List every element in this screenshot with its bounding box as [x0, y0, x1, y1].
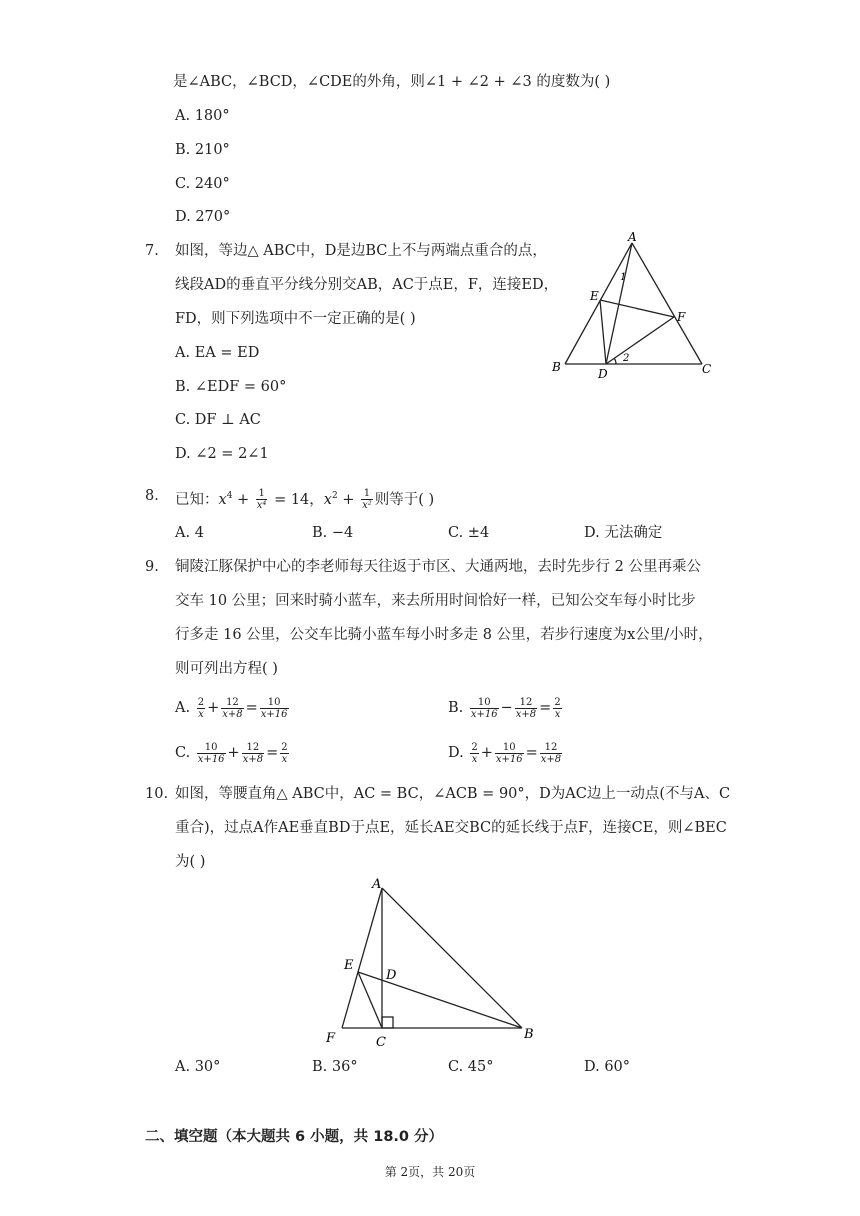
q9-d-frac-2-den: x+16 — [495, 753, 523, 765]
q9-a-frac-1-den: x — [198, 708, 204, 720]
q8-stem — [175, 483, 434, 513]
q9-a-frac-3 — [260, 697, 289, 720]
q10-segment-ec — [358, 972, 382, 1028]
q10-line-1: 如图，等腰直角△ ABC中，AC = BC，∠ACB = 90°，D为AC边上一动点(不与A、C — [175, 786, 731, 802]
q9-option-a-label: A. — [175, 700, 191, 716]
q10-option-c: C. 45° — [448, 1059, 494, 1075]
q8-option-c: C. ±4 — [448, 525, 490, 541]
q6-option-b: B. 210° — [175, 142, 230, 158]
q9-a-frac-1-num: 2 — [197, 696, 205, 708]
q9-d-frac-3 — [540, 742, 562, 765]
q9-d-op-1: + — [480, 745, 493, 761]
q9-b-op-2: = — [539, 700, 552, 716]
q7-label-d: D — [598, 367, 608, 380]
q9-c-op-2: = — [266, 745, 279, 761]
q9-c-frac-1 — [197, 742, 226, 765]
q10-option-a: A. 30° — [175, 1059, 221, 1075]
q8-frac-2 — [361, 488, 373, 511]
q7-option-c: C. DF ⊥ AC — [175, 412, 261, 428]
q7-line-2: 线段AD的垂直平分线分别交AB，AC于点E，F，连接ED， — [175, 277, 559, 293]
q8-equals: = 14， — [274, 491, 324, 508]
q9-line-3: 行多走 16 公里，公交车比骑小蓝车每小时多走 8 公里，若步行速度为x公里/小时， — [175, 627, 713, 643]
q9-b-frac-2-den: x+8 — [515, 708, 537, 720]
q9-d-frac-1-num: 2 — [471, 741, 478, 753]
q9-option-d — [448, 739, 564, 767]
q9-a-frac-3-num: 10 — [260, 697, 289, 709]
q9-c-op-1: + — [227, 745, 240, 761]
q9-b-frac-1-den: x+16 — [470, 708, 498, 720]
q8-x: x — [218, 491, 227, 508]
q7-label-f: F — [677, 310, 686, 324]
q7-segment-ef — [600, 300, 674, 317]
section-title-fill-in: 二、填空题（本大题共 6 小题，共 18.0 分） — [145, 1129, 444, 1145]
q7-figure — [550, 228, 720, 380]
q9-b-frac-3-num: 2 — [554, 696, 561, 708]
q8-suffix: 则等于( ) — [374, 491, 435, 508]
q9-a-frac-2 — [221, 697, 243, 720]
q6-option-c: C. 240° — [175, 176, 230, 192]
q6-option-a: A. 180° — [175, 108, 230, 124]
q9-c-frac-2-den: x+8 — [242, 753, 264, 765]
q7-label-e: E — [590, 289, 599, 303]
q7-label-c: C — [702, 362, 712, 376]
q9-d-frac-3-num: 12 — [540, 742, 562, 754]
q10-figure — [320, 872, 550, 1052]
q7-option-d: D. ∠2 = 2∠1 — [175, 446, 269, 462]
q10-option-d: D. 60° — [584, 1059, 631, 1075]
q10-number: 10. — [145, 786, 169, 802]
q7-label-b: B — [552, 360, 561, 374]
q8-frac-2-num: 1 — [361, 488, 373, 500]
q9-line-1: 铜陵江豚保护中心的李老师每天往返于市区、大通两地，去时先步行 2 公里再乘公 — [175, 559, 701, 575]
q7-option-b: B. ∠EDF = 60° — [175, 379, 287, 395]
q6-option-d: D. 270° — [175, 209, 231, 225]
q9-c-frac-3 — [280, 742, 288, 765]
q9-b-frac-2-num: 12 — [515, 697, 537, 709]
q8-frac-1 — [256, 488, 268, 511]
q8-number: 8. — [145, 488, 159, 504]
q9-a-frac-2-den: x+8 — [222, 708, 243, 720]
q8-exp4: 4 — [226, 491, 233, 501]
q8-option-b: B. −4 — [312, 525, 354, 541]
q8-option-d: D. 无法确定 — [584, 525, 663, 541]
q9-option-d-label: D. — [448, 745, 464, 761]
q7-angle-2-label: 2 — [623, 353, 630, 364]
q8-frac-1-num: 1 — [256, 488, 268, 500]
q9-b-frac-1 — [470, 697, 499, 720]
q10-line-2: 重合)，过点A作AE垂直BD于点E，延长AE交BC的延长线于点F，连接CE，则∠BEC — [175, 820, 727, 836]
q9-option-b-label: B. — [448, 700, 464, 716]
q9-option-c-label: C. — [175, 745, 191, 761]
q10-label-b: B — [524, 1027, 534, 1042]
q9-a-frac-3-den: x+16 — [260, 708, 288, 720]
q9-d-frac-2 — [495, 742, 524, 765]
q9-c-frac-2 — [242, 742, 264, 765]
q9-d-frac-1 — [470, 742, 478, 765]
q9-line-4: 则可列出方程( ) — [175, 661, 278, 677]
q9-c-frac-1-den: x+16 — [197, 753, 225, 765]
q9-a-frac-1 — [197, 697, 205, 720]
q9-option-a — [175, 694, 291, 722]
q10-option-b: B. 36° — [312, 1059, 358, 1075]
q7-number: 7. — [145, 243, 159, 259]
q9-d-frac-1-den: x — [471, 753, 478, 765]
q8-plus-1: + — [237, 491, 250, 508]
q9-option-c — [175, 739, 291, 767]
q7-segment-ed — [600, 300, 606, 364]
q7-line-3: FD，则下列选项中不一定正确的是( ) — [175, 311, 416, 327]
q10-label-c: C — [376, 1035, 386, 1050]
q9-number: 9. — [145, 559, 159, 575]
q7-edge-ab — [565, 243, 632, 364]
q7-option-a: A. EA = ED — [175, 345, 260, 361]
q9-a-op-1: + — [207, 700, 220, 716]
page-footer: 第 2页，共 20页 — [384, 1165, 476, 1179]
q9-b-frac-2 — [515, 697, 537, 720]
q9-c-frac-2-num: 12 — [242, 742, 264, 754]
q9-b-op-1: − — [500, 700, 513, 716]
q8-prefix: 已知： — [175, 491, 219, 508]
q10-label-a: A — [372, 877, 382, 892]
q9-c-frac-1-num: 10 — [197, 742, 226, 754]
q9-d-frac-3-den: x+8 — [540, 753, 562, 765]
q7-segment-fd — [606, 317, 674, 364]
q10-label-e: E — [344, 958, 354, 973]
q10-line-3: 为( ) — [175, 854, 206, 870]
q8-option-a: A. 4 — [175, 525, 204, 541]
q8-plus-2: + — [342, 491, 355, 508]
q9-d-op-2: = — [525, 745, 538, 761]
q8-x2: x — [323, 491, 332, 508]
q9-d-frac-2-num: 10 — [495, 742, 524, 754]
q10-label-f: F — [326, 1031, 336, 1046]
q9-line-2: 交车 10 公里；回来时骑小蓝车，来去所用时间恰好一样，已知公交车每小时比步 — [175, 593, 696, 609]
q7-edge-ac — [632, 243, 702, 364]
q9-option-b — [448, 694, 564, 722]
q9-a-frac-2-num: 12 — [221, 697, 243, 709]
q9-b-frac-1-num: 10 — [470, 697, 499, 709]
q8-frac-2-den: x² — [362, 500, 372, 512]
q7-angle-1-label: 1 — [620, 272, 627, 283]
q10-right-angle-mark — [382, 1017, 393, 1028]
q10-edge-ab — [382, 888, 522, 1028]
q7-line-1: 如图，等边△ ABC中，D是边BC上不与两端点重合的点， — [175, 243, 547, 259]
q9-b-frac-3 — [553, 697, 561, 720]
q9-c-frac-3-num: 2 — [281, 741, 288, 753]
q7-angle-2-arc — [614, 358, 616, 364]
q8-frac-1-den: x⁴ — [256, 500, 267, 512]
q10-label-d: D — [386, 968, 397, 983]
q9-c-frac-3-den: x — [281, 753, 288, 765]
q8-exp2: 2 — [331, 491, 338, 501]
q6-text-tail: 是∠ABC，∠BCD，∠CDE的外角，则∠1 + ∠2 + ∠3 的度数为( ) — [173, 74, 611, 90]
q7-label-a: A — [628, 230, 637, 244]
q9-a-op-2: = — [245, 700, 258, 716]
q9-b-frac-3-den: x — [554, 708, 561, 720]
q7-segment-ad — [606, 243, 632, 364]
